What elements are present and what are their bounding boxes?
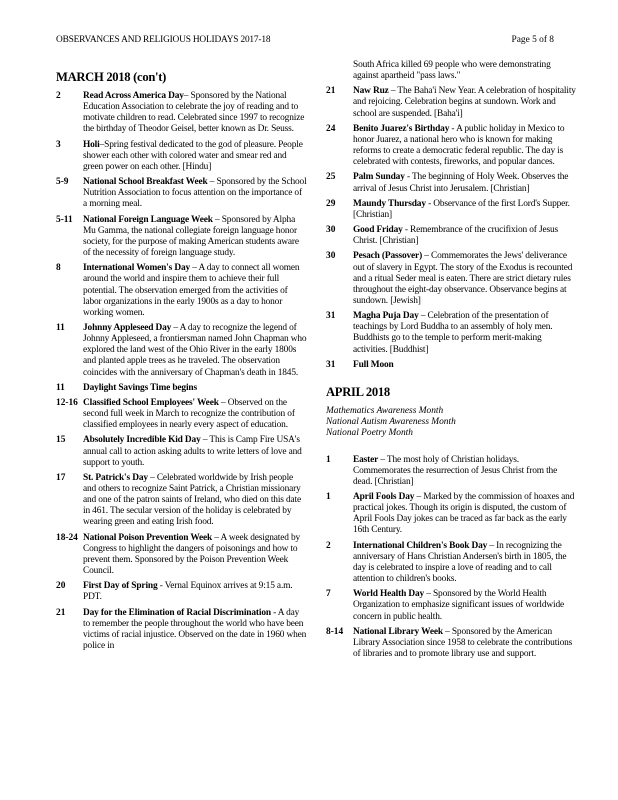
entry-name: Maundy Thursday: [353, 198, 426, 209]
calendar-entry: [56, 177, 308, 210]
continued-text: South Africa killed 69 people who were demonstrating against apartheid "pass laws.": [353, 60, 551, 82]
entry-description: [83, 177, 308, 210]
entry-date: 31: [326, 359, 336, 370]
entry-description: [83, 435, 308, 468]
entry-date: 2: [326, 540, 331, 551]
entry-date: 29: [326, 198, 336, 209]
entry-date: 8: [56, 263, 61, 274]
entry-date: 1: [326, 454, 331, 465]
entry-text: – Observed on the second full week in March to recognize the contribution of classified employees in nearly every aspect of education.: [83, 397, 295, 431]
entry-text: – Sponsored by the World Health Organization to emphasize significant issues of worldwide concern in public health.: [353, 589, 565, 622]
section-title-march: MARCH 2018 (con't): [56, 70, 167, 84]
entry-description: [353, 251, 578, 307]
entry-text: – Sponsored by the School Nutrition Association to focus attention on the importance of a morning meal.: [83, 177, 307, 210]
entry-name: Day for the Elimination of Racial Discrimination: [83, 607, 271, 618]
entry-name: International Children's Book Day: [353, 540, 488, 551]
entry-name: Classified School Employees' Week: [83, 397, 219, 408]
calendar-entry: [326, 172, 578, 194]
entry-text: - A day to remember the people throughout the world who have been victims of racial injustice. Observed on the date in 1960 when police in: [83, 607, 307, 652]
calendar-entry: [326, 199, 578, 221]
entry-name: Full Moon: [353, 359, 394, 370]
calendar-entry: [326, 455, 578, 488]
entry-description: [353, 311, 578, 356]
entry-date: 7: [326, 589, 331, 600]
month-observance: National Poetry Month: [326, 428, 413, 439]
entry-description: [83, 91, 308, 136]
entry-text: – Commemorates the Jews' deliverance out of slavery in Egypt. The story of the Exodus is recounted and a ritual Seder meal is eaten. There are strict dietary rules throughout the eight-day observance. Observance begins at sundown. [Jewish]: [353, 251, 573, 306]
entry-date: 21: [326, 86, 336, 97]
entry-name: Daylight Savings Time begins: [83, 382, 197, 393]
march-entry-list-continued: [326, 86, 578, 371]
calendar-entry: [326, 251, 578, 307]
entry-name: National Poison Prevention Week: [83, 532, 213, 543]
entry-description: [83, 323, 308, 379]
entry-text: – A day to recognize the legend of Johnny Appleseed, a frontiersman named John Chapman who explored the land west of the Ohio River in the early 1800s and planted apple trees as he traveled. The observation coincides with the anniversary of Chapman's death in 1845.: [83, 322, 307, 378]
entry-name: National Library Week: [353, 626, 443, 637]
calendar-entry: [326, 541, 578, 586]
entry-text: – A week designated by Congress to highlight the dangers of poisonings and how to prevent them. Sponsored by the Poison Prevention Week Council.: [83, 532, 301, 577]
entry-description: [353, 199, 578, 221]
entry-text: - Remembrance of the crucifixion of Jesus Christ. [Christian]: [353, 225, 559, 247]
calendar-entry: [326, 311, 578, 356]
entry-description: [353, 360, 578, 371]
entry-description: [353, 124, 578, 169]
entry-name: Naw Ruz: [353, 86, 389, 97]
entry-name: National Foreign Language Week: [83, 214, 213, 225]
calendar-entry: [56, 140, 308, 173]
month-observance: National Autism Awareness Month: [326, 417, 456, 428]
entry-text: – The most holy of Christian holidays. Commemorates the resurrection of Jesus Christ from the dead. [Christian]: [353, 454, 558, 487]
calendar-entry: [326, 492, 578, 537]
page-number: Page 5 of 8: [511, 35, 554, 45]
entry-text: – Sponsored by the National Education Association to celebrate the joy of reading and to motivate children to read. Celebrated since 1997 to recognize the birthday of Theodor Geisel, better known as Dr. Seuss.: [83, 91, 305, 135]
calendar-entry: [56, 263, 308, 319]
april-month-observances: [326, 406, 578, 440]
entry-text: - Vernal Equinox arrives at 9:15 a.m. PDT.: [83, 581, 293, 603]
calendar-entry: [56, 91, 308, 136]
entry-name: World Health Day: [353, 589, 425, 600]
entry-description: [83, 263, 308, 319]
entry-date: 31: [326, 311, 336, 322]
entry-description: [353, 492, 578, 537]
entry-name: Pesach (Passover): [353, 251, 423, 262]
calendar-entry: [326, 225, 578, 247]
calendar-entry: [56, 473, 308, 529]
entry-text: - The beginning of Holy Week. Observes the arrival of Jesus Christ into Jerusalem. [Christian]: [353, 172, 569, 194]
entry-date: 20: [56, 581, 66, 592]
entry-date: 5-11: [56, 214, 73, 225]
entry-name: Johnny Appleseed Day: [83, 322, 172, 333]
entry-date: 11: [56, 382, 65, 393]
entry-description: [83, 398, 308, 431]
calendar-entry: [326, 86, 578, 119]
entry-text: – Celebrated worldwide by Irish people and others to recognize Saint Patrick, a Christian missionary and one of the patron saints of Ireland, who died on this date in 461. The secular version of the holiday is celebrated by wearing green and eating Irish food.: [83, 472, 301, 528]
calendar-entry: [56, 533, 308, 578]
calendar-entry: [56, 323, 308, 379]
entry-date: 1: [326, 491, 331, 502]
entry-date: 21: [56, 607, 66, 618]
entry-name: St. Patrick's Day: [83, 472, 148, 483]
entry-text: – Sponsored by the American Library Association since 1958 to celebrate the contributions of libraries and to promote library use and support.: [353, 626, 573, 660]
entry-description: [353, 86, 578, 119]
entry-name: Good Friday: [353, 225, 403, 236]
entry-text: – Sponsored by Alpha Mu Gamma, the national collegiate foreign language honor society, for the purpose of making American students aware of the necessity of foreign language study.: [83, 214, 299, 259]
entry-date: 15: [56, 435, 66, 446]
document-title: OBSERVANCES AND RELIGIOUS HOLIDAYS 2017-18: [56, 35, 271, 45]
entry-name: April Fools Day: [353, 491, 415, 502]
calendar-entry: [56, 608, 308, 653]
entry-text: – The Baha'i New Year. A celebration of hospitality and rejoicing. Celebration begins at sundown. Work and school are suspended. [Baha'i]: [353, 86, 576, 119]
entry-description: [83, 581, 308, 603]
entry-date: 18-24: [56, 532, 78, 543]
entry-date: 30: [326, 251, 336, 262]
calendar-entry: [326, 360, 578, 371]
april-entry-list: [326, 455, 578, 661]
entry-text: - A public holiday in Mexico to honor Juarez, a national hero who is known for making reforms to create a democratic federal republic. The day is celebrated with contests, fireworks, and popular dances.: [353, 123, 565, 168]
entry-name: Easter: [353, 454, 379, 465]
month-observance: Mathematics Awareness Month: [326, 405, 444, 416]
calendar-entry: [326, 627, 578, 660]
entry-description: [83, 215, 308, 260]
entry-description: [83, 533, 308, 578]
entry-date: 2: [56, 91, 61, 101]
calendar-entry: [326, 124, 578, 169]
entry-text: – A day to connect all women around the world and inspire them to achieve their full potential. The observation emerged from the activities of labor organizations in the early 1900s as a day to honor working women.: [83, 263, 300, 318]
entry-description: [83, 473, 308, 529]
entry-name: First Day of Spring: [83, 581, 158, 592]
entry-text: - Observance of the first Lord's Supper. [Christian]: [353, 198, 570, 220]
calendar-entry: [56, 383, 308, 394]
entry-date: 30: [326, 225, 336, 236]
entry-date: 11: [56, 322, 65, 333]
entry-text: –Spring festival dedicated to the god of pleasure. People shower each other with colored water and smear red and green power on each other. [Hindu]: [83, 139, 303, 172]
entry-name: International Women's Day: [83, 263, 191, 274]
entry-name: Holi: [83, 139, 100, 150]
entry-description: [83, 383, 308, 394]
calendar-entry: [56, 398, 308, 431]
entry-description: [353, 541, 578, 586]
entry-description: [353, 225, 578, 247]
entry-text: – Marked by the commission of hoaxes and practical jokes. Though its origin is disputed, the custom of April Fools Day jokes can be traced as far back as the early 16th Century.: [353, 491, 575, 536]
march-entry-list: [56, 91, 308, 652]
entry-description: [83, 140, 308, 173]
entry-date: 25: [326, 172, 336, 183]
calendar-entry: [56, 581, 308, 603]
calendar-entry: [56, 215, 308, 260]
entry-date: 17: [56, 472, 66, 483]
entry-name: Benito Juarez's Birthday: [353, 123, 450, 134]
entry-name: Read Across America Day: [83, 91, 184, 101]
entry-name: National School Breakfast Week: [83, 177, 208, 188]
calendar-entry: [56, 435, 308, 468]
entry-name: Magha Puja Day: [353, 311, 419, 322]
entry-description: [353, 627, 578, 660]
section-title-april: APRIL 2018: [326, 384, 390, 399]
entry-date: 8-14: [326, 626, 344, 637]
entry-date: 3: [56, 139, 61, 150]
entry-description: [353, 455, 578, 488]
entry-description: [353, 589, 578, 622]
entry-date: 12-16: [56, 397, 78, 408]
calendar-entry: [326, 589, 578, 622]
entry-description: [83, 608, 308, 653]
entry-name: Palm Sunday: [353, 172, 405, 183]
entry-text: – Celebration of the presentation of teachings by Lord Buddha to an assembly of holy men. Buddhists go to the temple to perform merit-making activities. [Buddhist]: [353, 311, 553, 355]
entry-date: 5-9: [56, 177, 69, 188]
right-column: [326, 60, 578, 664]
entry-text: – This is Camp Fire USA's annual call to action asking adults to write letters of love and support to youth.: [83, 435, 302, 468]
entry-date: 24: [326, 123, 336, 134]
entry-text: – In recognizing the anniversary of Hans Christian Andersen's birth in 1805, the day is celebrated to inspire a love of reading and to call attention to children's books.: [353, 540, 567, 585]
entry-description: [353, 172, 578, 194]
entry-name: Absolutely Incredible Kid Day: [83, 435, 201, 446]
left-column: [56, 60, 308, 656]
